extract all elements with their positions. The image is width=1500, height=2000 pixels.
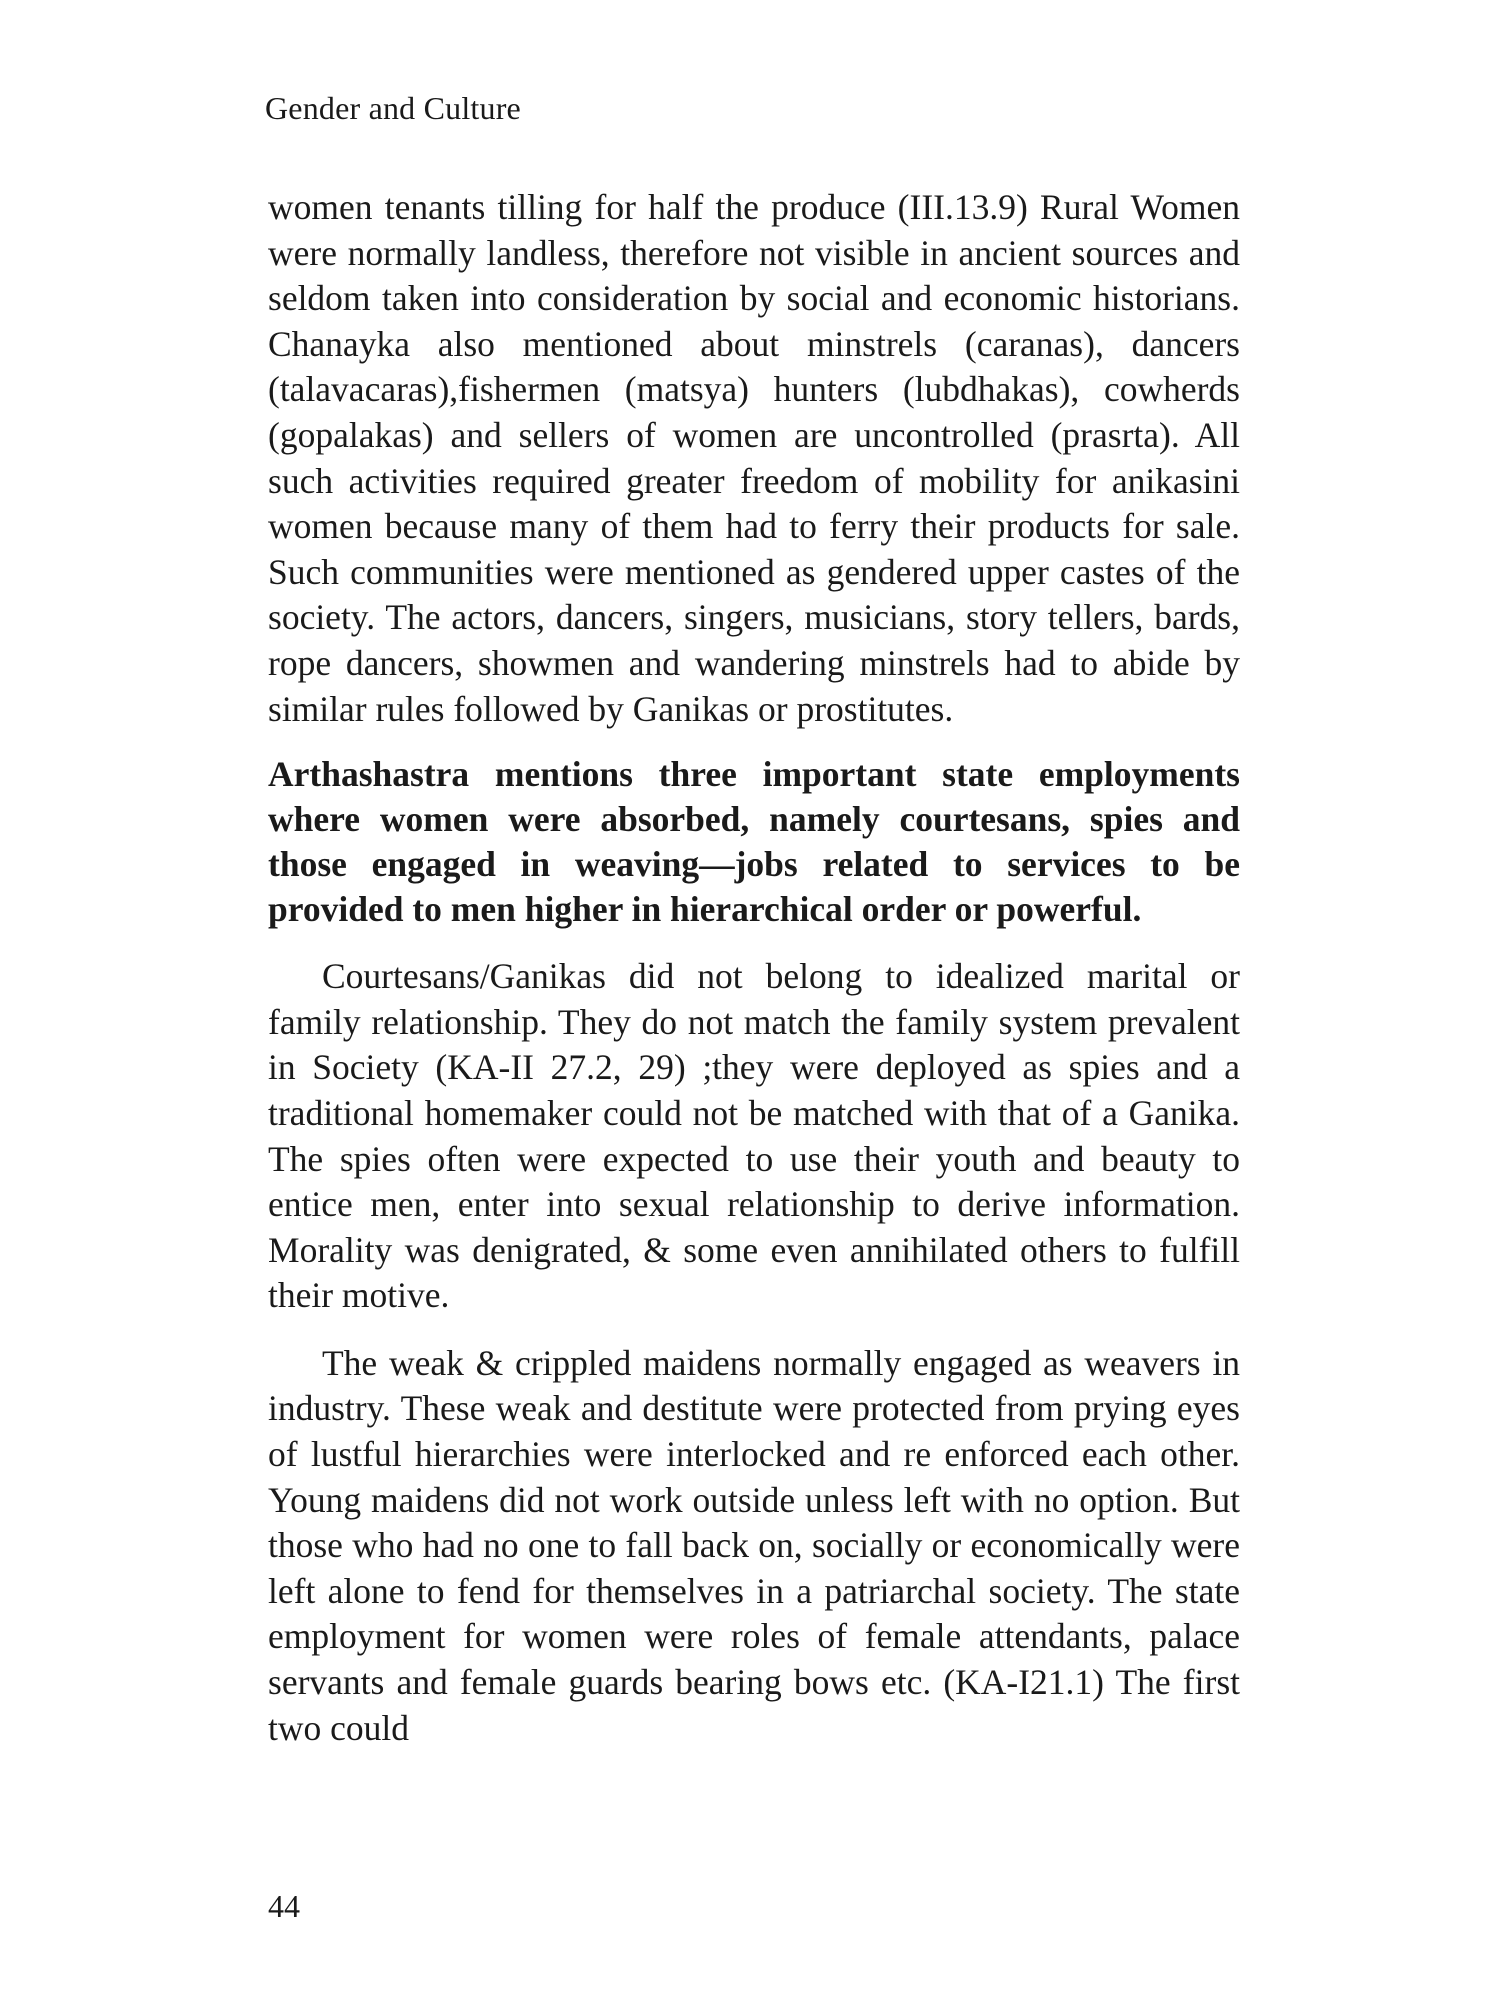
page-number: 44 [268, 1888, 300, 1924]
body-text [268, 185, 1240, 1751]
paragraph-3: Courtesans/Ganikas did not belong to idealized marital or family relationship. They do not match the family system prevalent in Society (KA-II 27.2, 29) ;they were deployed as spies and a traditional homemaker could not be matched with that of a Ganika. The spies often were expected to use their youth and beauty to entice men, enter into sexual relationship to derive information. Morality was denigrated, & some even annihilated others to fulfill their motive. [268, 956, 1240, 1316]
paragraph-gap [268, 932, 1240, 954]
running-head: Gender and Culture [265, 90, 521, 126]
highlighted-paragraph: Arthashastra mentions three important state employments where women were absorbed, namely courtesans, spies and those engaged in weaving—jobs related to services to be provided to men higher in hierarchical order or powerful. [268, 754, 1240, 930]
paragraph-4: The weak & crippled maidens normally engaged as weavers in industry. These weak and destitute were protected from prying eyes of lustful hierarchies were interlocked and re enforced each other. Young maidens did not work outside unless left with no option. But those who had no one to fall back on, socially or economically were left alone to fend for themselves in a patriarchal society. The state employment for women were roles of female attendants, palace servants and female guards bearing bows etc. (KA-I21.1) The first two could [268, 1342, 1240, 1748]
paragraph-gap [268, 1319, 1240, 1341]
paragraph-1: women tenants tilling for half the produce (III.13.9) Rural Women were normally landless, therefore not visible in ancient sources and seldom taken into consideration by social and economic historians. Chanayka also mentioned about minstrels (caranas), dancers (talavacaras),fishermen (matsya) hunters (lubdhakas), cowherds (gopalakas) and sellers of women are uncontrolled (prasrta). All such activities required greater freedom of mobility for anikasini women because many of them had to ferry their products for sale. Such communities were mentioned as gendered upper castes of the society. The actors, dancers, singers, musicians, story tellers, bards, rope dancers, showmen and wandering minstrels had to abide by similar rules followed by Ganikas or prostitutes. [268, 187, 1240, 729]
